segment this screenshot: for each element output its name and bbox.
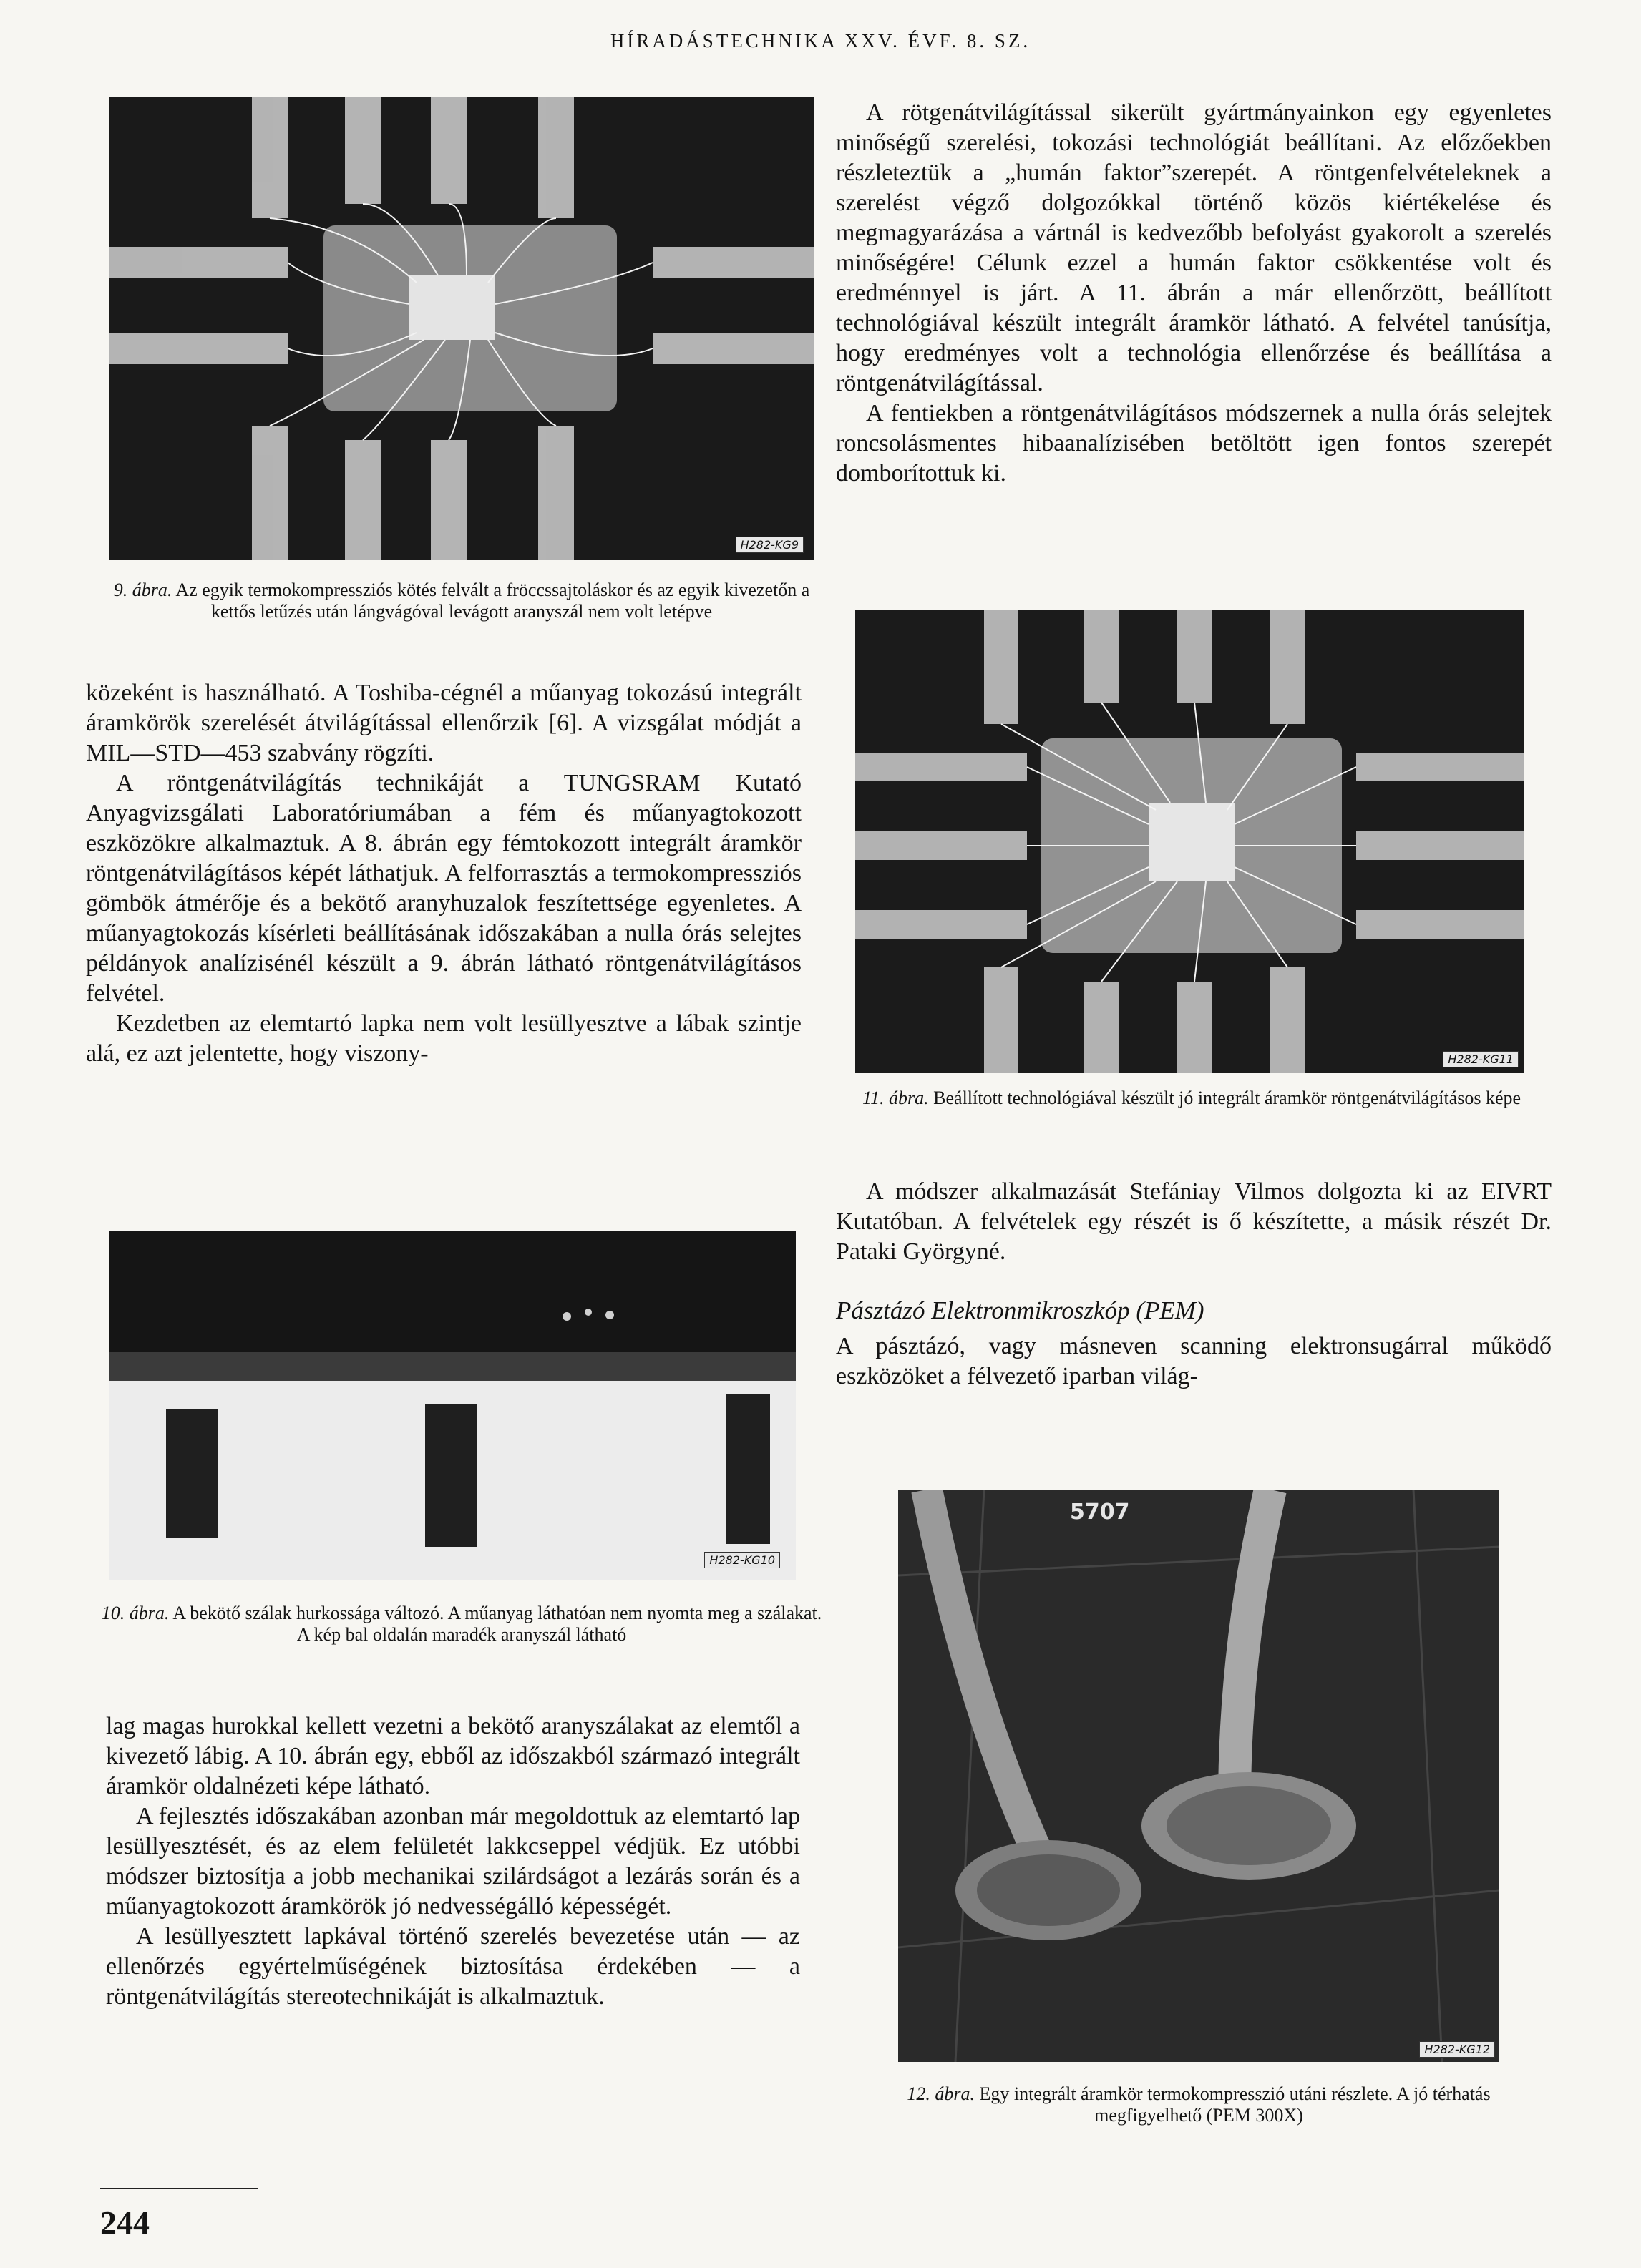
figure-9-caption-text: Az egyik termokompressziós kötés felvált a fröccssajtoláskor és az egyik kivezetőn a kettős letűzés után lángvágóval levágott aranyszál nem volt letépve <box>175 580 810 622</box>
figure-10-id-label: H282-KG10 <box>704 1552 780 1568</box>
figure-11-caption-text: Beállított technológiával készült jó integrált áramkör röntgenátvilágításos képe <box>933 1087 1521 1108</box>
left-paragraph-4: lag magas hurokkal kellett vezetni a bekötő aranyszálakat az elemtől a kivezető lábig. A 10. ábrán egy, ebből az időszakból származó integrált áramkör oldalnézeti képe látható. <box>106 1713 800 1799</box>
right-column-middle <box>836 1177 1552 1392</box>
figure-9-xray-image <box>109 97 814 560</box>
figure-10-caption-text: A bekötő szálak hurkossága változó. A műanyag láthatóan nem nyomta meg a szálakat. A kép bal oldalán maradék aranyszál látható <box>172 1603 822 1645</box>
figure-12-caption-text: Egy integrált áramkör termokompresszió utáni részlete. A jó térhatás megfigyelhető (PEM 300X) <box>979 2083 1491 2126</box>
right-paragraph-1: A rötgenátvilágítással sikerült gyártmányainkon egy egyenletes minőségű szerelési, tokozási technológiát beállítani. Az előzőekben részleteztük a „humán faktor”szerepét. A röntgenfelvételeknek a szerelést végző dolgozókkal történő közös kiértékelése és megmagyarázása a vártnál is kedvezőbb befolyást gyakorolt a szerelés minőségére! Célunk ezzel a humán faktor csökkentése volt és eredménnyel is járt. A 11. ábrán a már ellenőrzött, beállított technológiával készült integrált áramkör látható. A felvétel tanúsítja, hogy eredményes volt a technológia ellenőrzése és beállítása a röntgenátvilágítással. <box>836 99 1552 396</box>
left-paragraph-5: A fejlesztés időszakában azonban már megoldottuk az elemtartó lap lesüllyesztését, és az elem felületét lakkcseppel védjük. Ez utóbbi módszer biztosítja a jobb mechanikai szilárdságot a lezárás során és a műanyagtokozott áramkörök jó nedvességálló képességét. <box>106 1803 800 1920</box>
right-paragraph-3: A módszer alkalmazását Stefániay Vilmos dolgozta ki az EIVRT Kutatóban. A felvételek egy részét is ő készítette, a másik részét Dr. Pataki Györgyné. <box>836 1178 1552 1265</box>
left-paragraph-3: Kezdetben az elemtartó lapka nem volt lesüllyesztve a lábak szintje alá, ez azt jelentette, hogy viszony- <box>86 1010 802 1067</box>
figure-12-id-label: H282-KG12 <box>1419 2041 1495 2058</box>
figure-11-xray-image <box>855 610 1524 1073</box>
figure-12-stamp: 5707 <box>1070 1500 1130 1525</box>
figure-10-side-view-image <box>109 1231 796 1580</box>
right-column-upper <box>836 98 1552 489</box>
left-paragraph-2: A röntgenátvilágítás technikáját a TUNGSRAM Kutató Anyagvizsgálati Laboratóriumában a fém és műanyagtokozott eszközökre alkalmaztuk. A 8. ábrán egy fémtokozott integrált áramkör röntgenátvilágításos képét láthatjuk. A felforrasztás a termokompressziós gömbök átmérője és a bekötő aranyhuzalok feszítettsége egyenletes. A műanyagtokozás kísérleti beállításának időszakában a nulla órás selejtes példányok analízisénél készült a 9. ábrán látható röntgenátvilágításos felvétel. <box>86 770 802 1007</box>
figure-12-sem-image <box>898 1490 1499 2062</box>
right-paragraph-2: A fentiekben a röntgenátvilágításos módszernek a nulla órás selejtek roncsolásmentes hibaanalízisében betöltött igen fontos szerepét domborítottuk ki. <box>836 400 1552 487</box>
running-header: HÍRADÁSTECHNIKA XXV. ÉVF. 8. SZ. <box>610 30 1031 52</box>
figure-10-number: 10. ábra. <box>101 1603 170 1623</box>
figure-12-number: 12. ábra. <box>907 2083 975 2104</box>
figure-9-id-label: H282-KG9 <box>736 537 804 553</box>
figure-11-id-label: H282-KG11 <box>1443 1051 1519 1067</box>
figure-11-caption <box>837 1087 1546 1109</box>
figure-11-number: 11. ábra. <box>862 1087 929 1108</box>
page-number: 244 <box>100 2204 150 2241</box>
figure-12-caption <box>877 2083 1521 2126</box>
section-heading-pem: Pásztázó Elektronmikroszkóp (PEM) <box>836 1296 1204 1324</box>
left-column-upper <box>86 678 802 1069</box>
left-paragraph-6: A lesüllyesztett lapkával történő szerelés bevezetése után — az ellenőrzés egyértelműségének biztosítása érdekében — a röntgenátvilágítás stereotechnikáját is alkalmaztuk. <box>106 1923 800 2010</box>
page-number-rule <box>100 2188 258 2189</box>
right-paragraph-4: A pásztázó, vagy másneven scanning elektronsugárral működő eszközöket a félvezető iparban világ- <box>836 1333 1552 1389</box>
figure-9-caption <box>93 580 830 622</box>
figure-9-number: 9. ábra. <box>113 580 172 600</box>
left-paragraph-1: közeként is használható. A Toshiba-cégnél a műanyag tokozású integrált áramkörök szerelését átvilágítással ellenőrzik [6]. A vizsgálat módját a MIL—STD—453 szabvány rögzíti. <box>86 680 802 766</box>
left-column-lower <box>106 1711 800 2012</box>
figure-10-caption <box>93 1603 830 1646</box>
